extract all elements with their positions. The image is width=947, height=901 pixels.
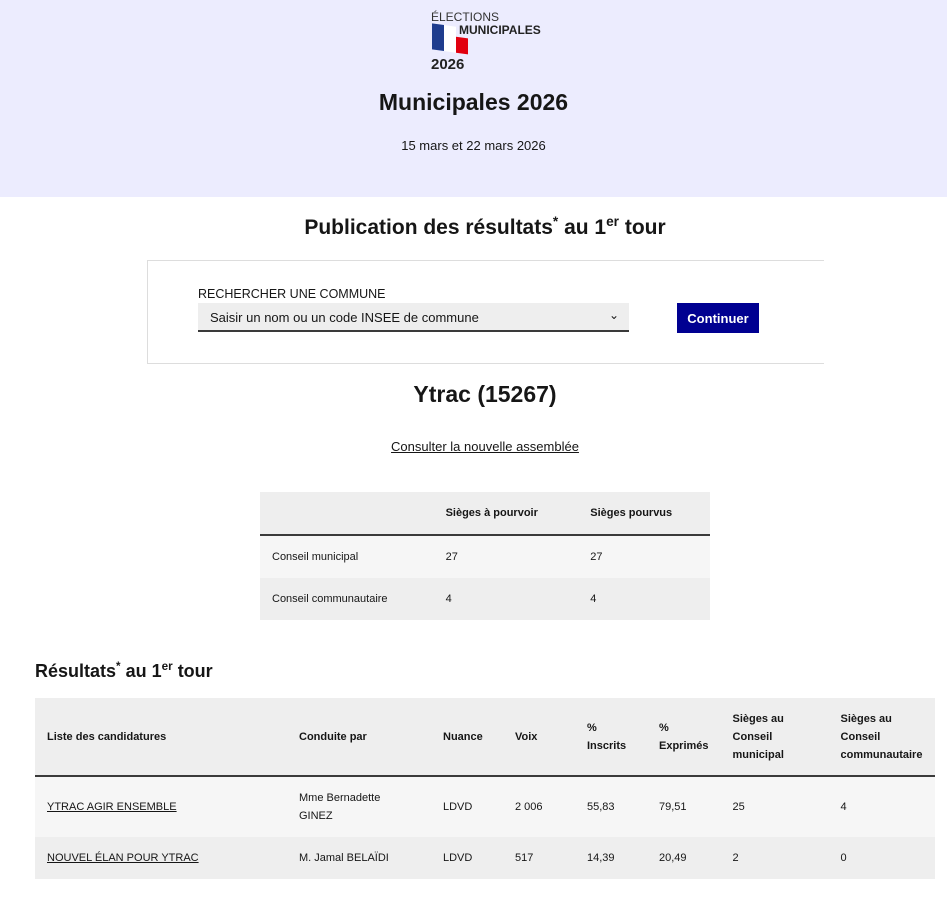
page-title: Municipales 2026 [378, 89, 569, 115]
elections-logo [430, 10, 550, 74]
table-cell: 55,83 [575, 776, 647, 837]
table-cell: 27 [445, 551, 458, 563]
table-cell: 20,49 [647, 837, 721, 879]
seats-table [260, 492, 710, 620]
table-cell: 0 [829, 837, 935, 879]
search-label: RECHERCHER UNE COMMUNE [198, 287, 386, 301]
table-cell: M. Jamal BELAÏDI [287, 837, 431, 879]
list-link[interactable]: NOUVEL ÉLAN POUR YTRAC [47, 852, 199, 864]
logo-text: ÉLECTIONS [431, 10, 500, 24]
table-cell: Mme Bernadette GINEZ [287, 776, 431, 837]
commune-select[interactable] [198, 303, 629, 332]
column-header: Nuance [431, 698, 503, 776]
publication-title: Publication des résultats* au 1er tour [304, 214, 666, 239]
continue-button[interactable]: Continuer [677, 303, 759, 333]
table-header-row [35, 698, 935, 776]
column-header: % Inscrits [575, 698, 647, 776]
table-cell: LDVD [431, 776, 503, 837]
table-cell: 27 [590, 551, 603, 563]
table-row [260, 535, 710, 578]
table-cell: 2 [721, 837, 829, 879]
results-title: Résultats* au 1er tour [35, 660, 213, 681]
column-header: Sièges au Conseil municipal [721, 698, 829, 776]
column-header: Conduite par [287, 698, 431, 776]
column-header: Liste des candidatures [35, 698, 287, 776]
table-cell: Conseil municipal [272, 551, 359, 563]
table-cell: 517 [503, 837, 575, 879]
table-row [35, 776, 935, 837]
table-header-row [260, 492, 710, 535]
chevron-down-icon: ⌄ [608, 308, 619, 322]
table-cell: Conseil communautaire [272, 593, 388, 605]
table-cell: 14,39 [575, 837, 647, 879]
header-banner [0, 0, 947, 197]
table-cell: 25 [721, 776, 829, 837]
table-cell: 2 006 [503, 776, 575, 837]
column-header: Sièges pourvus [578, 492, 710, 535]
table-row [260, 578, 710, 620]
column-header: Sièges à pourvoir [434, 492, 579, 535]
table-cell: 4 [829, 776, 935, 837]
table-cell: 79,51 [647, 776, 721, 837]
list-link[interactable]: YTRAC AGIR ENSEMBLE [47, 801, 177, 813]
table-cell: LDVD [431, 837, 503, 879]
election-dates: 15 mars et 22 mars 2026 [401, 138, 546, 153]
select-placeholder: Saisir un nom ou un code INSEE de commune [210, 310, 479, 325]
table-row [35, 837, 935, 879]
new-assembly-link[interactable]: Consulter la nouvelle assemblée [391, 439, 579, 454]
table-cell: 4 [445, 593, 452, 605]
logo-year: 2026 [431, 56, 465, 73]
column-header: % Exprimés [647, 698, 721, 776]
logo-text: MUNICIPALES [459, 23, 541, 37]
search-panel [147, 260, 824, 364]
commune-title: Ytrac (15267) [413, 381, 557, 407]
column-header: Sièges au Conseil communautaire [829, 698, 935, 776]
column-header [260, 492, 434, 535]
table-cell: 4 [590, 593, 597, 605]
results-table [35, 698, 935, 879]
column-header: Voix [503, 698, 575, 776]
